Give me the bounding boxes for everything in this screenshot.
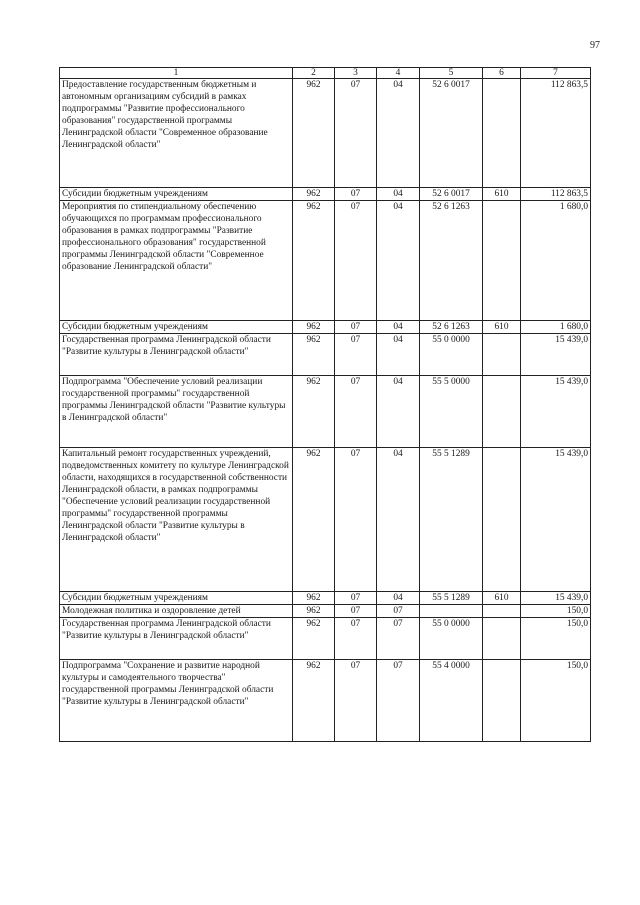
row-target-code: 55 0 0000 — [420, 334, 483, 376]
row-section: 07 — [335, 334, 377, 376]
row-name: Государственная программа Ленинградской области "Развитие культуры в Ленинградской области" — [60, 618, 293, 660]
table-row — [60, 334, 591, 376]
row-admin-code: 962 — [293, 605, 335, 618]
col-header: 7 — [521, 68, 591, 79]
row-subsection: 04 — [377, 79, 420, 188]
row-amount: 150,0 — [521, 618, 591, 660]
row-target-code: 52 6 1263 — [420, 321, 483, 334]
table-row — [60, 201, 591, 321]
table-row — [60, 188, 591, 201]
row-name: Молодежная политика и оздоровление детей — [60, 605, 293, 618]
row-section: 07 — [335, 188, 377, 201]
row-expense-type — [483, 201, 521, 321]
row-section: 07 — [335, 605, 377, 618]
row-admin-code: 962 — [293, 618, 335, 660]
row-amount: 15 439,0 — [521, 448, 591, 592]
row-section: 07 — [335, 448, 377, 592]
row-amount: 1 680,0 — [521, 321, 591, 334]
row-target-code: 52 6 0017 — [420, 188, 483, 201]
row-section: 07 — [335, 618, 377, 660]
table-row — [60, 376, 591, 448]
row-admin-code: 962 — [293, 376, 335, 448]
col-header: 1 — [60, 68, 293, 79]
row-section: 07 — [335, 660, 377, 742]
row-expense-type — [483, 334, 521, 376]
row-admin-code: 962 — [293, 334, 335, 376]
row-amount: 15 439,0 — [521, 592, 591, 605]
row-target-code: 55 5 0000 — [420, 376, 483, 448]
row-admin-code: 962 — [293, 660, 335, 742]
row-amount: 150,0 — [521, 605, 591, 618]
table-row — [60, 321, 591, 334]
table-row — [60, 605, 591, 618]
row-section: 07 — [335, 201, 377, 321]
col-header: 6 — [483, 68, 521, 79]
row-expense-type: 610 — [483, 188, 521, 201]
row-expense-type: 610 — [483, 321, 521, 334]
row-subsection: 04 — [377, 321, 420, 334]
row-target-code — [420, 605, 483, 618]
row-name: Предоставление государственным бюджетным и автономным организациям субсидий в рамках подпрограммы "Развитие профессионального образования" государственной программы Ленинградской области "Современное образование Ленинградской области" — [60, 79, 293, 188]
row-subsection: 04 — [377, 201, 420, 321]
row-name: Подпрограмма "Обеспечение условий реализации государственной программы" государственной программы Ленинградской области "Развитие культуры в Ленинградской области" — [60, 376, 293, 448]
row-amount: 150,0 — [521, 660, 591, 742]
row-expense-type — [483, 618, 521, 660]
row-section: 07 — [335, 79, 377, 188]
row-expense-type — [483, 79, 521, 188]
row-admin-code: 962 — [293, 188, 335, 201]
row-name: Субсидии бюджетным учреждениям — [60, 592, 293, 605]
col-header: 5 — [420, 68, 483, 79]
table-row — [60, 618, 591, 660]
row-expense-type — [483, 376, 521, 448]
col-header: 4 — [377, 68, 420, 79]
row-admin-code: 962 — [293, 79, 335, 188]
row-subsection: 04 — [377, 376, 420, 448]
row-admin-code: 962 — [293, 321, 335, 334]
row-name: Субсидии бюджетным учреждениям — [60, 321, 293, 334]
row-target-code: 55 0 0000 — [420, 618, 483, 660]
row-subsection: 04 — [377, 334, 420, 376]
col-header: 2 — [293, 68, 335, 79]
row-amount: 15 439,0 — [521, 376, 591, 448]
col-header: 3 — [335, 68, 377, 79]
row-admin-code: 962 — [293, 448, 335, 592]
header-row — [60, 68, 591, 79]
row-target-code: 52 6 1263 — [420, 201, 483, 321]
row-expense-type: 610 — [483, 592, 521, 605]
page-number: 97 — [590, 40, 600, 51]
row-name: Подпрограмма "Сохранение и развитие народной культуры и самодеятельного творчества" государственной программы Ленинградской области "Развитие культуры в Ленинградской области" — [60, 660, 293, 742]
row-subsection: 04 — [377, 188, 420, 201]
row-subsection: 04 — [377, 448, 420, 592]
row-name: Государственная программа Ленинградской области "Развитие культуры в Ленинградской области" — [60, 334, 293, 376]
row-expense-type — [483, 660, 521, 742]
row-subsection: 07 — [377, 618, 420, 660]
table-row — [60, 448, 591, 592]
row-section: 07 — [335, 321, 377, 334]
row-admin-code: 962 — [293, 201, 335, 321]
row-amount: 112 863,5 — [521, 188, 591, 201]
budget-table — [59, 67, 591, 742]
table-row — [60, 79, 591, 188]
row-subsection: 07 — [377, 660, 420, 742]
row-subsection: 04 — [377, 592, 420, 605]
row-amount: 15 439,0 — [521, 334, 591, 376]
row-amount: 1 680,0 — [521, 201, 591, 321]
row-target-code: 52 6 0017 — [420, 79, 483, 188]
row-section: 07 — [335, 592, 377, 605]
row-expense-type — [483, 605, 521, 618]
row-name: Мероприятия по стипендиальному обеспечению обучающихся по программам профессионального образования в рамках подпрограммы "Развитие профессионального образования" государственной программы Ленинградской области "Современное образование Ленинградской области" — [60, 201, 293, 321]
row-section: 07 — [335, 376, 377, 448]
row-target-code: 55 5 1289 — [420, 592, 483, 605]
row-target-code: 55 5 1289 — [420, 448, 483, 592]
table-row — [60, 660, 591, 742]
row-name: Субсидии бюджетным учреждениям — [60, 188, 293, 201]
row-expense-type — [483, 448, 521, 592]
table-row — [60, 592, 591, 605]
row-subsection: 07 — [377, 605, 420, 618]
row-name: Капитальный ремонт государственных учреждений, подведомственных комитету по культуре Ленинградской области, находящихся в государственной собственности Ленинградской области, в рамках подпрограммы "Обеспечение условий реализации государственной программы" государственной программы Ленинградской области "Развитие культуры в Ленинградской области" — [60, 448, 293, 592]
row-amount: 112 863,5 — [521, 79, 591, 188]
row-admin-code: 962 — [293, 592, 335, 605]
row-target-code: 55 4 0000 — [420, 660, 483, 742]
